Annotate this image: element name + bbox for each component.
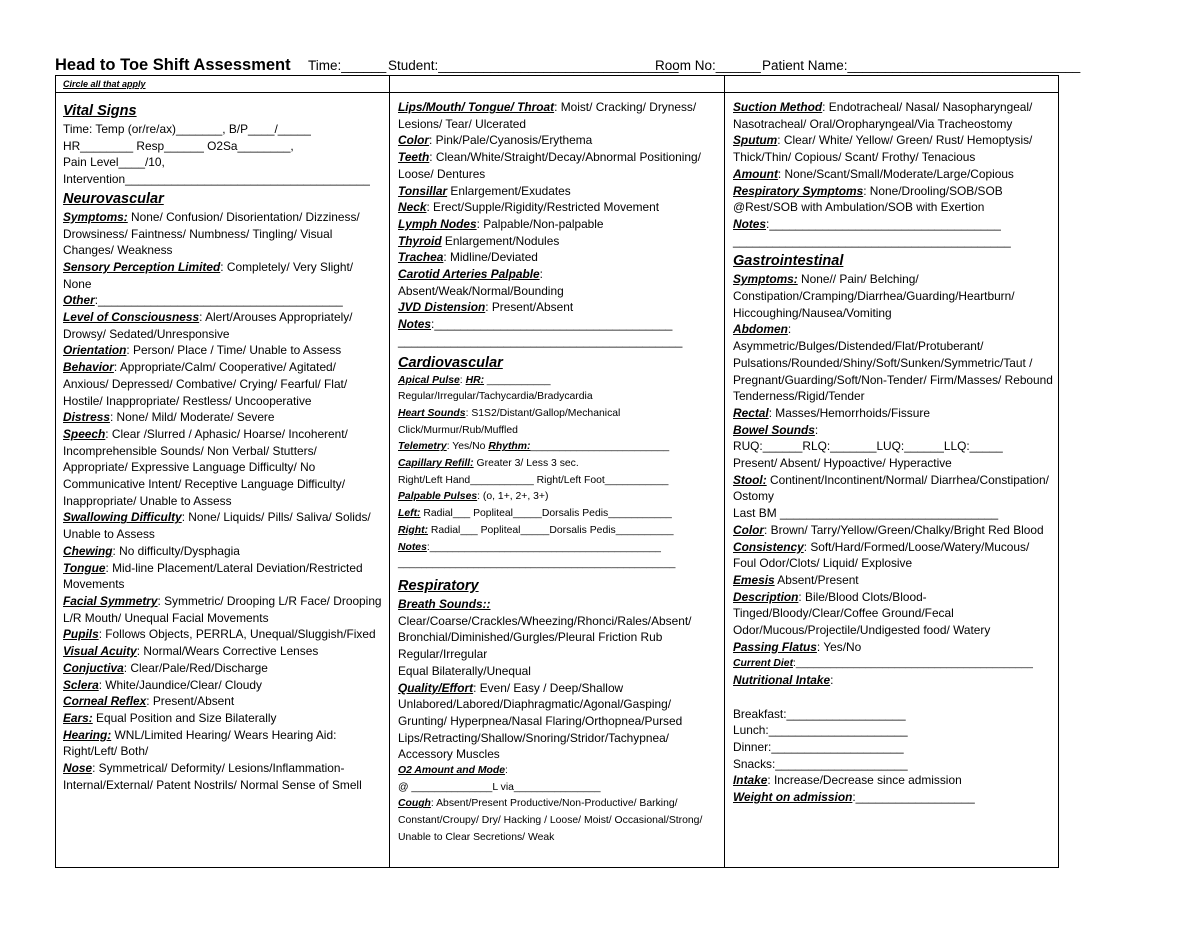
label: Capillary Refill: xyxy=(398,458,474,470)
spacer xyxy=(733,689,1053,706)
capillary-refill xyxy=(398,456,720,473)
nose xyxy=(63,760,383,793)
vitals-line-2[interactable]: HR________ Resp______ O2Sa________, xyxy=(63,138,294,153)
label: Pupils xyxy=(63,627,99,642)
options[interactable]: : Clean/White/Straight/Decay/Abnormal Positioning/ Loose/ Dentures xyxy=(398,150,701,181)
label: Behavior xyxy=(63,360,114,375)
stool xyxy=(733,472,1053,505)
palpable-pulses xyxy=(398,489,720,506)
options[interactable]: Equal Position and Size Bilaterally xyxy=(92,710,277,725)
sensory-perception xyxy=(63,259,383,292)
snacks[interactable]: Snacks:____________________ xyxy=(733,756,908,771)
options[interactable]: : S1S2/Distant/Gallop/Mechanical xyxy=(465,407,621,419)
label: Abdomen xyxy=(733,322,788,337)
rhythm-options[interactable]: Regular/Irregular/Tachycardia/Bradycardia xyxy=(398,391,593,403)
options[interactable]: : Yes/No xyxy=(816,639,862,654)
label: Nose xyxy=(63,761,93,776)
label: Notes xyxy=(733,216,767,231)
teeth xyxy=(398,149,720,182)
label: Sputum xyxy=(733,133,778,148)
options[interactable]: : Follows Objects, PERRLA, Unequal/Sluggish/Fixed xyxy=(98,627,376,642)
label: Lymph Nodes xyxy=(398,216,477,231)
form-header xyxy=(55,56,1081,76)
options[interactable]: : Pink/Pale/Cyanosis/Erythema xyxy=(429,133,593,148)
colon: : xyxy=(830,673,834,688)
options[interactable]: : Palpable/Non-palpable xyxy=(476,216,604,231)
notes-field xyxy=(398,316,720,333)
section-respiratory: Respiratory xyxy=(398,577,479,594)
label: Chewing xyxy=(63,543,113,558)
options[interactable]: : Clear /Slurred / Aphasic/ Hoarse/ Incoherent/ Incomprehensible Sounds/ Non Verbal/ Stutters/ Appropriate/ Expressive Language Difficulty/ No Communicative Intent/ Receptive Language Difficulty/ Inappropriate/ Unable to Assess xyxy=(63,426,348,508)
label: Conjuctiva xyxy=(63,660,124,675)
section-cardiovascular: Cardiovascular xyxy=(398,354,503,371)
nutritional-intake xyxy=(733,672,1053,689)
label: Stool: xyxy=(733,472,767,487)
label: Neck xyxy=(398,200,427,215)
options[interactable]: : Symmetrical/ Deformity/ Lesions/Inflammation- Internal/External/ Patent Nostrils/ Normal Sense of Smell xyxy=(63,761,362,792)
hr-label: HR: xyxy=(465,374,485,386)
notes-line-3[interactable]: __________________________________________ xyxy=(733,233,1011,248)
label: Description xyxy=(733,589,799,604)
options[interactable]: : Even/ Easy / Deep/Shallow Unlabored/Labored/Diaphragmatic/Agonal/Gasping/ Grunting/ Hyperpnea/Nasal Flaring/Orthopnea/Pursed Lips/Retracting/Shallow/Snoring/Stridor/Tachypnea/ Accessory Muscles xyxy=(398,680,683,762)
hands-feet[interactable]: Right/Left Hand___________ Right/Left Foot___________ xyxy=(398,474,669,486)
breakfast[interactable]: Breakfast:__________________ xyxy=(733,706,906,721)
emesis xyxy=(733,572,1053,589)
abdomen xyxy=(733,321,1053,338)
label: Distress xyxy=(63,410,110,425)
options[interactable]: : Brown/ Tarry/Yellow/Green/Chalky/Bright Red Blood xyxy=(764,522,1044,537)
label: Symptoms: xyxy=(733,272,798,287)
label: Hearing: xyxy=(63,727,112,742)
column-gi xyxy=(733,99,1053,806)
telemetry xyxy=(398,439,720,456)
corneal-reflex xyxy=(63,693,383,710)
notes-field-2 xyxy=(398,540,720,557)
room-field[interactable]: Room No:______ xyxy=(655,58,761,73)
heart-sounds xyxy=(398,406,720,423)
label: Sclera xyxy=(63,677,99,692)
blank[interactable]: ________________________ xyxy=(530,441,670,453)
label: Right: xyxy=(398,524,429,536)
column-cardio-resp xyxy=(398,99,720,847)
colon: : xyxy=(787,322,792,337)
behavior xyxy=(63,359,383,409)
notes-field-3 xyxy=(733,216,1053,233)
heart-sounds-more[interactable]: Click/Murmur/Rub/Muffled xyxy=(398,424,518,436)
chewing xyxy=(63,543,383,560)
options[interactable]: : Completely/ Very Slight/ None xyxy=(63,259,354,291)
options[interactable]: Enlargement/Exudates xyxy=(447,183,571,198)
label: Orientation xyxy=(63,343,127,358)
label: Level of Consciousness xyxy=(63,310,200,325)
options[interactable]: : No difficulty/Dysphagia xyxy=(112,543,240,558)
sep: : xyxy=(459,374,466,386)
time-field[interactable]: Time:______ xyxy=(308,58,387,73)
form-title: Head to Toe Shift Assessment xyxy=(55,56,291,74)
hearing xyxy=(63,727,383,760)
label: Suction Method xyxy=(733,100,823,114)
rhythm-label: Rhythm: xyxy=(488,441,531,453)
o2-line[interactable]: @ ______________L via_______________ xyxy=(398,781,601,793)
speech xyxy=(63,426,383,510)
blank[interactable]: :__________________ xyxy=(852,790,975,805)
jvd-distension xyxy=(398,299,720,316)
respiratory-symptoms xyxy=(733,183,1053,216)
suction-method xyxy=(733,99,1053,132)
rectal xyxy=(733,405,1053,422)
options[interactable]: Absent/Present xyxy=(774,572,859,587)
description xyxy=(733,589,1053,639)
breath-sounds-options[interactable]: Clear/Coarse/Crackles/Wheezing/Rhonci/Rales/Absent/ Bronchial/Diminished/Gurgles/Pleural Friction Rub xyxy=(398,613,692,645)
header-divider xyxy=(55,92,1059,93)
options[interactable]: : None/Scant/Small/Moderate/Large/Copious xyxy=(777,166,1014,181)
blank[interactable]: Radial___ Popliteal_____Dorsalis Pedis___________ xyxy=(420,508,672,520)
carotid-options[interactable]: Absent/Weak/Normal/Bounding xyxy=(398,283,564,298)
label: Other xyxy=(63,293,95,308)
quality-effort xyxy=(398,680,720,764)
label: Telemetry xyxy=(398,441,447,453)
label: Nutritional Intake xyxy=(733,673,831,688)
neuro-symptoms xyxy=(63,209,383,259)
neck xyxy=(398,199,720,216)
pupils xyxy=(63,626,383,643)
label: Palpable Pulses xyxy=(398,491,478,503)
stool-color xyxy=(733,522,1053,539)
carotid-arteries xyxy=(398,266,720,283)
lunch[interactable]: Lunch:_____________________ xyxy=(733,723,908,738)
label: Passing Flatus xyxy=(733,639,817,654)
label: Speech xyxy=(63,426,106,441)
label: Bowel Sounds xyxy=(733,422,815,437)
bowel-options[interactable]: Present/ Absent/ Hypoactive/ Hyperactive xyxy=(733,456,952,471)
visual-acuity xyxy=(63,643,383,660)
options[interactable]: : Moist/ Cracking/ Dryness/ Lesions/ Tear/ Ulcerated xyxy=(398,100,697,131)
blank[interactable]: :________________________________________ xyxy=(426,541,661,553)
options[interactable]: : Erect/Supple/Rigidity/Restricted Movement xyxy=(426,200,660,215)
options[interactable]: : White/Jaundice/Clear/ Cloudy xyxy=(98,677,262,692)
right-pulses xyxy=(398,523,720,540)
ears xyxy=(63,710,383,727)
options[interactable]: WNL/Limited Hearing/ Wears Hearing Aid: Right/Left/ Both/ xyxy=(63,727,337,759)
label: Notes xyxy=(398,541,427,553)
label: JVD Distension xyxy=(398,300,486,315)
label: Weight on admission xyxy=(733,790,853,805)
circle-instruction: Circle all that apply xyxy=(63,79,146,89)
options[interactable]: : None/Drooling/SOB/SOB @Rest/SOB with Ambulation/SOB with Exertion xyxy=(733,183,1003,215)
color xyxy=(398,132,720,149)
consistency xyxy=(733,539,1053,572)
section-gastrointestinal: Gastrointestinal xyxy=(733,253,844,270)
level-of-consciousness xyxy=(63,309,383,342)
tonsillar xyxy=(398,183,720,200)
options[interactable]: : Person/ Place / Time/ Unable to Assess xyxy=(126,343,342,358)
blank[interactable]: :_________________________________________ xyxy=(793,657,1033,669)
options[interactable]: : Clear/ White/ Yellow/ Green/ Rust/ Hemoptysis/ Thick/Thin/ Copious/ Scant/ Frothy/ Tenacious xyxy=(733,133,1033,165)
blank[interactable]: :____________________________________ xyxy=(431,317,673,332)
options[interactable]: : None/ Mild/ Moderate/ Severe xyxy=(109,410,275,425)
label: Apical Pulse xyxy=(398,374,460,386)
label: Heart Sounds xyxy=(398,407,466,419)
label: Lips/Mouth/ Tongue/ Throat xyxy=(398,100,555,114)
gi-symptoms xyxy=(733,271,1053,321)
label: Corneal Reflex xyxy=(63,694,147,709)
section-neurovascular: Neurovascular xyxy=(63,190,164,207)
label: Trachea xyxy=(398,250,444,265)
blank[interactable]: :___________________________________ xyxy=(766,216,1001,231)
facial-symmetry xyxy=(63,593,383,626)
options[interactable]: None// Pain/ Belching/ Constipation/Cramping/Diarrhea/Guarding/Heartburn/ Hiccoughing/Nausea/Vomiting xyxy=(733,272,1015,320)
options[interactable]: Greater 3/ Less 3 sec. xyxy=(473,458,579,470)
label: Respiratory Symptoms xyxy=(733,183,864,198)
label: Symptoms: xyxy=(63,209,128,224)
conjuctiva xyxy=(63,660,383,677)
options[interactable]: : Bile/Blood Clots/Blood- Tinged/Bloody/Clear/Coffee Ground/Fecal Odor/Mucous/Projectile/Undigested food/ Watery xyxy=(733,589,991,638)
blank[interactable]: ___________ xyxy=(484,374,551,386)
column-divider-2 xyxy=(724,75,725,868)
intake xyxy=(733,772,1053,789)
options[interactable]: : Appropriate/Calm/ Cooperative/ Agitated/ Anxious/ Depressed/ Combative/ Crying/ Fearful/ Flat/ Hostile/ Inappropriate/ Restless/ Uncooperative xyxy=(63,360,348,408)
label: Quality/Effort xyxy=(398,680,474,695)
colon: : xyxy=(504,765,508,777)
label: Visual Acuity xyxy=(63,644,137,659)
label: Color xyxy=(733,522,765,537)
last-bm[interactable]: Last BM _________________________________ xyxy=(733,506,999,521)
o2-amount xyxy=(398,763,720,780)
abdomen-options[interactable]: Asymmetric/Bulges/Distended/Flat/Protuberant/ Pulsations/Rounded/Shiny/Soft/Sunken/Symmetric/Taut / Pregnant/Guarding/Soft/Non-Tender/ Firm/Masses/ Rebound Tenderness/Rigid/Tender xyxy=(733,339,1053,404)
student-field[interactable]: Student:________________________________ xyxy=(388,58,679,73)
options[interactable]: : Increase/Decrease since admission xyxy=(767,773,962,788)
lymph-nodes xyxy=(398,216,720,233)
label: Carotid Arteries Palpable xyxy=(398,267,540,282)
trachea xyxy=(398,249,720,266)
blank[interactable]: :_____________________________________ xyxy=(94,293,343,308)
other-field xyxy=(63,292,383,309)
orientation xyxy=(63,342,383,359)
vitals-line-1[interactable]: Time: Temp (or/re/ax)_______, B/P____/_____ xyxy=(63,122,311,136)
vitals-line-4[interactable]: Intervention_____________________________________ xyxy=(63,172,370,187)
label: Swallowing Difficulty xyxy=(63,510,182,525)
notes-line-2[interactable]: ________________________________________________ xyxy=(398,558,676,570)
label: Current Diet xyxy=(733,657,794,669)
label: Notes xyxy=(398,317,432,332)
options[interactable]: : Absent/Present Productive/Non-Productive/ Barking/ Constant/Croupy/ Dry/ Hacking / Loose/ Moist/ Occasional/Strong/ Unable to Clear Secretions/ Weak xyxy=(398,798,703,843)
quadrants[interactable]: RUQ:______RLQ:_______LUQ:______LLQ:_____ xyxy=(733,439,1003,454)
vitals-line-3[interactable]: Pain Level____/10, xyxy=(63,155,165,170)
options[interactable]: : (o, 1+, 2+, 3+) xyxy=(477,491,549,503)
swallowing-difficulty xyxy=(63,509,383,542)
regular-irregular[interactable]: Regular/Irregular xyxy=(398,647,488,662)
options[interactable]: : Masses/Hemorrhoids/Fissure xyxy=(768,405,930,420)
options[interactable]: : Symmetric/ Drooping L/R Face/ Drooping L/R Mouth/ Unequal Facial Movements xyxy=(63,593,382,625)
lips-mouth xyxy=(398,99,720,132)
label: Sensory Perception Limited xyxy=(63,259,221,274)
breath-sounds-label: Breath Sounds:: xyxy=(398,596,491,611)
label: Thyroid xyxy=(398,233,442,248)
options[interactable]: Enlargement/Nodules xyxy=(441,233,560,248)
sclera xyxy=(63,677,383,694)
sputum xyxy=(733,132,1053,165)
tongue xyxy=(63,560,383,593)
options[interactable]: : Midline/Deviated xyxy=(443,250,538,265)
distress xyxy=(63,409,383,426)
apical-pulse xyxy=(398,373,720,390)
column-divider-1 xyxy=(389,75,390,868)
amount xyxy=(733,166,1053,183)
options[interactable]: : Yes/No xyxy=(446,441,489,453)
cough xyxy=(398,796,720,846)
label: Amount xyxy=(733,166,778,181)
label: O2 Amount and Mode xyxy=(398,765,505,777)
dinner[interactable]: Dinner:____________________ xyxy=(733,740,904,754)
left-pulses xyxy=(398,506,720,523)
weight-on-admission xyxy=(733,789,1053,806)
label: Color xyxy=(398,133,430,148)
equal-bilaterally[interactable]: Equal Bilaterally/Unequal xyxy=(398,663,531,678)
label: Left: xyxy=(398,508,421,520)
colon: : xyxy=(539,267,543,282)
bowel-sounds xyxy=(733,422,1053,439)
label: Cough xyxy=(398,798,431,810)
options[interactable]: : Clear/Pale/Red/Discharge xyxy=(123,660,268,675)
options[interactable]: : None/ Liquids/ Pills/ Saliva/ Solids/ Unable to Assess xyxy=(63,510,371,542)
colon: : xyxy=(814,422,819,437)
options[interactable]: Continent/Incontinent/Normal/ Diarrhea/Constipation/ Ostomy xyxy=(733,472,1049,504)
label: Ears: xyxy=(63,710,93,725)
thyroid xyxy=(398,233,720,250)
column-neuro xyxy=(63,100,383,793)
label: Tongue xyxy=(63,560,106,575)
notes-line[interactable]: ___________________________________________ xyxy=(398,333,683,348)
label: Consistency xyxy=(733,539,804,554)
label: Rectal xyxy=(733,405,769,420)
options[interactable]: : Present/Absent xyxy=(485,300,574,315)
section-vital-signs: Vital Signs xyxy=(63,103,137,119)
options[interactable]: : Present/Absent xyxy=(146,694,235,709)
options[interactable]: : Soft/Hard/Formed/Loose/Watery/Mucous/ Foul Odor/Clots/ Liquid/ Explosive xyxy=(733,539,1030,571)
current-diet xyxy=(733,656,1053,673)
patient-name-field[interactable]: Patient Name:_______________________________ xyxy=(762,58,1081,73)
label: Intake xyxy=(733,773,768,788)
passing-flatus xyxy=(733,639,1053,656)
options[interactable]: None/ Confusion/ Disorientation/ Dizziness/ Drowsiness/ Faintness/ Numbness/ Tingling/ Visual Changes/ Weakness xyxy=(63,209,360,258)
label: Teeth xyxy=(398,150,430,165)
blank[interactable]: Radial___ Popliteal_____Dorsalis Pedis__________ xyxy=(428,524,674,536)
options[interactable]: : Normal/Wears Corrective Lenses xyxy=(136,644,319,659)
label: Tonsillar xyxy=(398,183,448,198)
options[interactable]: : Endotracheal/ Nasal/ Nasopharyngeal/ Nasotracheal/ Oral/Oropharyngeal/Via Tracheostomy xyxy=(733,100,1033,131)
options[interactable]: : Alert/Arouses Appropriately/ Drowsy/ Sedated/Unresponsive xyxy=(63,310,353,341)
label: Facial Symmetry xyxy=(63,593,158,608)
options[interactable]: : Mid-line Placement/Lateral Deviation/Restricted Movements xyxy=(63,560,363,592)
label: Emesis xyxy=(733,572,775,587)
